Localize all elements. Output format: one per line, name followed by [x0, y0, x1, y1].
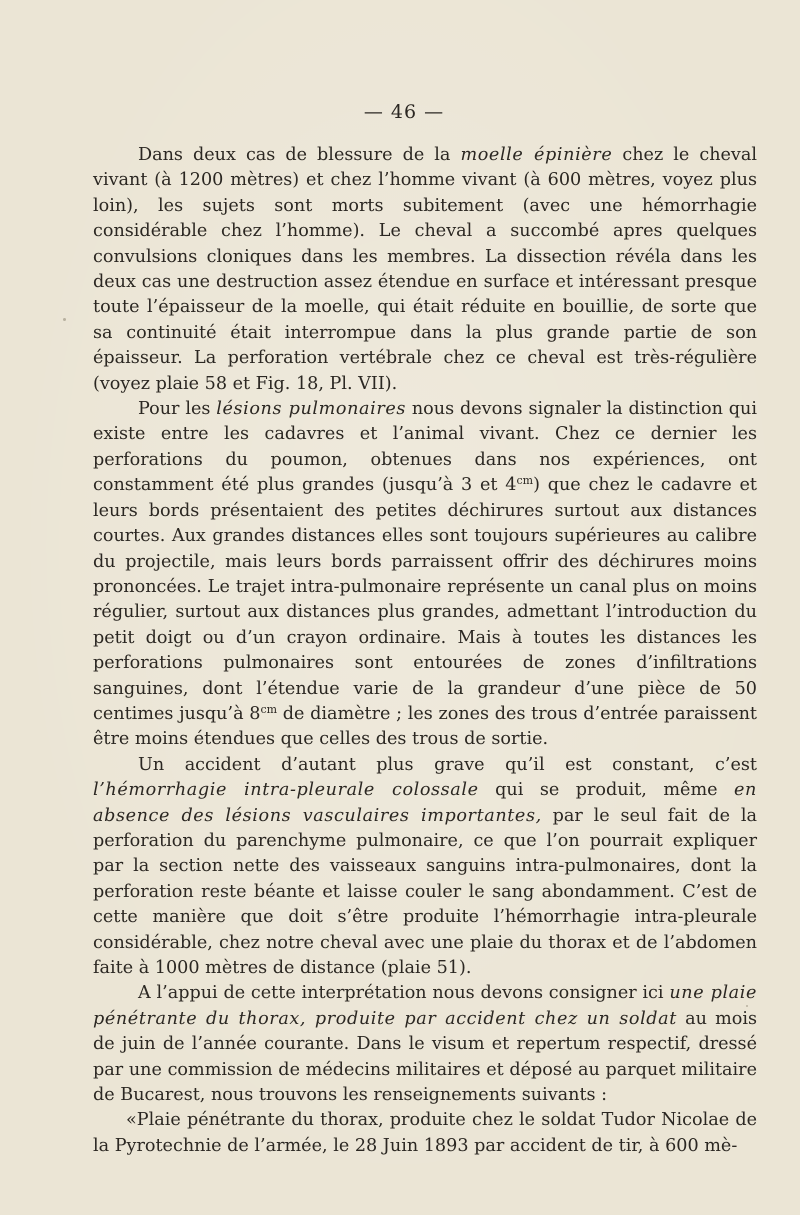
paragraph-soldier-case [93, 981, 757, 1108]
page-number: — 46 — [363, 101, 445, 123]
body-text [93, 143, 757, 1159]
text-run: au mois de juin de l’année courante. Dans le visum et repertum respectif, dressé par une commission de médecins militaires et déposé au parquet militaire de Bucarest, nous trouvons les renseignements suivants : [93, 1008, 757, 1106]
paper-speck [63, 318, 66, 321]
text-run: A l’appui de cette interprétation nous devons consigner ici [138, 983, 670, 1004]
paragraph-spinal-cord [93, 143, 757, 397]
italic-phrase: lésions pulmonaires [216, 399, 406, 420]
unit-superscript: cm [260, 702, 278, 716]
unit-superscript: cm [516, 474, 534, 488]
text-run: qui se produit, même [478, 780, 735, 801]
italic-phrase: moelle épinière [460, 145, 613, 165]
italic-phrase: une plaie pénétrante du thorax, produite par accident chez un soldat [93, 983, 757, 1029]
paragraph-pulmonary-lesions [93, 397, 757, 753]
paragraph-pleural-hemorrhage [93, 753, 757, 982]
italic-phrase: l’hémorrhagie intra-pleurale colossale [93, 780, 479, 801]
text-run: par le seul fait de la perforation du parenchyme pulmonaire, ce que l’on pourrait expliquer par la section nette des vaisseaux sanguins intra-pulmonaires, dont la perforation reste béante et laisse couler le sang abondamment. C’est de cette manière que doit s’être produite l’hémorrhagie intra-pleurale considérable, chez notre cheval avec une plaie du thorax et de l’abdomen faite à 1000 mètres de distance (plaie 51). [93, 805, 757, 978]
text-run: Pour les [138, 399, 217, 420]
text-run: Un accident d’autant plus grave qu’il est constant, c’est [138, 754, 757, 775]
text-run: «Plaie pénétrante du thorax, produite chez le soldat Tudor Nicolae de la Pyrotechnie de l’armée, le 28 Juin 1893 par accident de tir, à 600 mè- [93, 1110, 757, 1156]
paper-speck [746, 1005, 748, 1007]
text-run: chez le cheval vivant (à 1200 mètres) et chez l’homme vivant (à 600 mètres, voyez plus loin), les sujets sont morts subitement (avec une hémorrhagie considérable chez l’homme). Le cheval a succombé apres quelques convulsions cloniques dans les membres. La dissection révéla dans les deux cas une destruction assez étendue en surface et intéressant presque toute l’épaisseur de la moelle, qui était réduite en bouillie, de sorte que sa continuité était interrompue dans la plus grande partie de son épaisseur. La perforation vertébrale chez ce cheval est très-régulière (voyez plaie 58 et Fig. 18, Pl. VII). [93, 145, 757, 394]
italic-phrase: en absence des lésions vasculaires importantes, [93, 780, 757, 826]
text-run: de diamètre ; les zones des trous d’entrée paraissent être moins étendues que celles des trous de sortie. [93, 703, 757, 750]
paragraph-quoted-report [93, 1108, 757, 1159]
text-run: nous devons signaler la distinction qui existe entre les cadavres et l’animal vivant. Chez ce dernier les perforations du poumon, obtenues dans nos expériences, ont constamment été plus grandes (jusqu’à 3 et 4 [93, 399, 757, 496]
text-run: Dans deux cas de blessure de la [138, 145, 461, 165]
text-run: ) que chez le cadavre et leurs bords présentaient des petites déchirures surtout aux distances courtes. Aux grandes distances elles sont toujours supérieures au calibre du projectile, mais leurs bords parraissent offrir des déchirures moins prononcées. Le trajet intra-pulmonaire représente un canal plus on moins régulier, surtout aux distances plus grandes, admettant l’introduction du petit doigt ou d’un crayon ordinaire. Mais à toutes les distances les perforations pulmonaires sont entourées de zones d’infiltrations sanguines, dont l’étendue varie de la grandeur d’une pièce de 50 centimes jusqu’à 8 [93, 475, 757, 724]
